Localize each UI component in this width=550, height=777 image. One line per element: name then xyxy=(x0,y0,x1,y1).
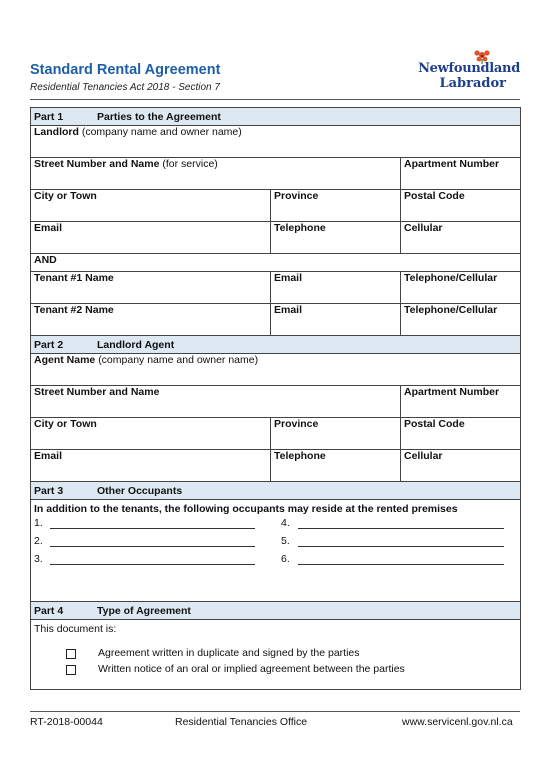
street-label: Street Number and Name xyxy=(34,158,160,170)
occupant-3-line[interactable] xyxy=(50,564,255,565)
logo-text-labrador: Labrador xyxy=(439,76,506,91)
footer-form-code: RT-2018-00044 xyxy=(30,716,103,728)
agent-telephone-label: Telephone xyxy=(274,450,326,462)
checkbox-written-duplicate[interactable] xyxy=(66,649,76,659)
landlord-street-row xyxy=(31,158,521,190)
tenant2-row xyxy=(31,304,521,336)
agreement-type-intro: This document is: xyxy=(34,623,117,635)
cellular-label: Cellular xyxy=(404,222,443,234)
option-oral-implied-label: Written notice of an oral or implied agreement between the parties xyxy=(98,663,405,675)
landlord-email-field[interactable] xyxy=(31,222,271,254)
option-oral-implied[interactable] xyxy=(34,663,517,679)
landlord-name-field[interactable] xyxy=(31,126,521,158)
part1-header-row xyxy=(31,108,521,126)
tenant1-phone-label: Telephone/Cellular xyxy=(404,272,498,284)
tenant2-email-label: Email xyxy=(274,304,303,316)
part3-number: Part 3 xyxy=(34,484,64,497)
and-separator xyxy=(31,254,521,272)
agent-cellular-label: Cellular xyxy=(404,450,443,462)
agent-apartment-label: Apartment Number xyxy=(404,386,500,398)
tenant1-phone-field[interactable] xyxy=(401,272,521,304)
tenant1-email-field[interactable] xyxy=(271,272,401,304)
occupant-6-number: 6. xyxy=(281,553,290,565)
part4-title: Type of Agreement xyxy=(97,604,191,617)
tenant2-name-field[interactable] xyxy=(31,304,271,336)
tenant2-phone-label: Telephone/Cellular xyxy=(404,304,498,316)
part2-number: Part 2 xyxy=(34,338,64,351)
checkbox-oral-implied[interactable] xyxy=(66,665,76,675)
logo-text-newfoundland: Newfoundland xyxy=(418,61,520,76)
landlord-province-field[interactable] xyxy=(271,190,401,222)
agent-telephone-field[interactable] xyxy=(271,450,401,482)
part4-section-header xyxy=(31,602,521,620)
agent-row xyxy=(31,354,521,386)
part2-title: Landlord Agent xyxy=(97,338,175,351)
agent-name-field[interactable] xyxy=(31,354,521,386)
city-label: City or Town xyxy=(34,190,97,202)
occupants-intro: In addition to the tenants, the following occupants may reside at the rented premises xyxy=(34,503,458,515)
part4-header-row xyxy=(31,602,521,620)
landlord-telephone-field[interactable] xyxy=(271,222,401,254)
footer-website[interactable]: www.servicenl.gov.nl.ca xyxy=(402,716,513,728)
tenant1-label: Tenant #1 Name xyxy=(34,272,114,284)
agent-postal-field[interactable] xyxy=(401,418,521,450)
email-label: Email xyxy=(34,222,63,234)
part3-title: Other Occupants xyxy=(97,484,183,497)
footer-divider xyxy=(30,711,520,712)
part1-title: Parties to the Agreement xyxy=(97,110,221,123)
occupant-4-line[interactable] xyxy=(298,528,504,529)
landlord-contact-row xyxy=(31,222,521,254)
part3-section-header xyxy=(31,482,521,500)
landlord-apartment-field[interactable] xyxy=(401,158,521,190)
apartment-label: Apartment Number xyxy=(404,158,500,170)
telephone-label: Telephone xyxy=(274,222,326,234)
tenant2-label: Tenant #2 Name xyxy=(34,304,114,316)
occupants-list xyxy=(34,515,517,581)
occupants-cell xyxy=(31,500,521,602)
agreement-type-row xyxy=(31,620,521,690)
footer-office: Residential Tenancies Office xyxy=(175,716,308,728)
occupants-row xyxy=(31,500,521,602)
occupant-3-number: 3. xyxy=(34,553,43,565)
option-written-duplicate[interactable] xyxy=(34,647,517,663)
landlord-hint: (company name and owner name) xyxy=(81,126,242,138)
part4-number: Part 4 xyxy=(34,604,64,617)
agent-contact-row xyxy=(31,450,521,482)
landlord-label: Landlord xyxy=(34,126,79,138)
tenant1-name-field[interactable] xyxy=(31,272,271,304)
occupant-6-line[interactable] xyxy=(298,564,504,565)
agent-city-field[interactable] xyxy=(31,418,271,450)
agent-street-row xyxy=(31,386,521,418)
agent-label: Agent Name xyxy=(34,354,96,366)
agent-apartment-field[interactable] xyxy=(401,386,521,418)
landlord-cellular-field[interactable] xyxy=(401,222,521,254)
tenant1-email-label: Email xyxy=(274,272,303,284)
and-row xyxy=(31,254,521,272)
agent-province-field[interactable] xyxy=(271,418,401,450)
part2-header-row xyxy=(31,336,521,354)
agent-city-label: City or Town xyxy=(34,418,97,430)
part1-section-header xyxy=(31,108,521,126)
agent-province-label: Province xyxy=(274,418,319,430)
agreement-type-cell xyxy=(31,620,521,690)
occupant-5-line[interactable] xyxy=(298,546,504,547)
tenant2-email-field[interactable] xyxy=(271,304,401,336)
landlord-city-field[interactable] xyxy=(31,190,271,222)
header-divider xyxy=(30,99,520,100)
part2-section-header xyxy=(31,336,521,354)
occupant-1-number: 1. xyxy=(34,517,43,529)
part1-number: Part 1 xyxy=(34,110,64,123)
agent-email-field[interactable] xyxy=(31,450,271,482)
street-hint: (for service) xyxy=(162,158,218,170)
landlord-postal-field[interactable] xyxy=(401,190,521,222)
province-label: Province xyxy=(274,190,319,202)
document-title: Standard Rental Agreement xyxy=(30,62,221,78)
occupant-5-number: 5. xyxy=(281,535,290,547)
landlord-city-row xyxy=(31,190,521,222)
document-header xyxy=(30,62,520,100)
postal-label: Postal Code xyxy=(404,190,465,202)
agent-postal-label: Postal Code xyxy=(404,418,465,430)
agent-cellular-field[interactable] xyxy=(401,450,521,482)
agent-email-label: Email xyxy=(34,450,63,462)
occupant-2-line[interactable] xyxy=(50,546,255,547)
occupant-1-line[interactable] xyxy=(50,528,255,529)
landlord-street-field[interactable] xyxy=(31,158,401,190)
agent-street-label: Street Number and Name xyxy=(34,386,160,398)
occupant-2-number: 2. xyxy=(34,535,43,547)
government-logo xyxy=(418,48,522,91)
landlord-row xyxy=(31,126,521,158)
option-written-duplicate-label: Agreement written in duplicate and signed by the parties xyxy=(98,647,360,659)
tenant2-phone-field[interactable] xyxy=(401,304,521,336)
agent-hint: (company name and owner name) xyxy=(98,354,259,366)
and-label: AND xyxy=(34,254,57,266)
tenant1-row xyxy=(31,272,521,304)
rental-agreement-form xyxy=(30,107,521,690)
occupant-4-number: 4. xyxy=(281,517,290,529)
part3-header-row xyxy=(31,482,521,500)
agent-street-field[interactable] xyxy=(31,386,401,418)
document-subtitle: Residential Tenancies Act 2018 - Section 7 xyxy=(30,82,220,93)
agent-city-row xyxy=(31,418,521,450)
